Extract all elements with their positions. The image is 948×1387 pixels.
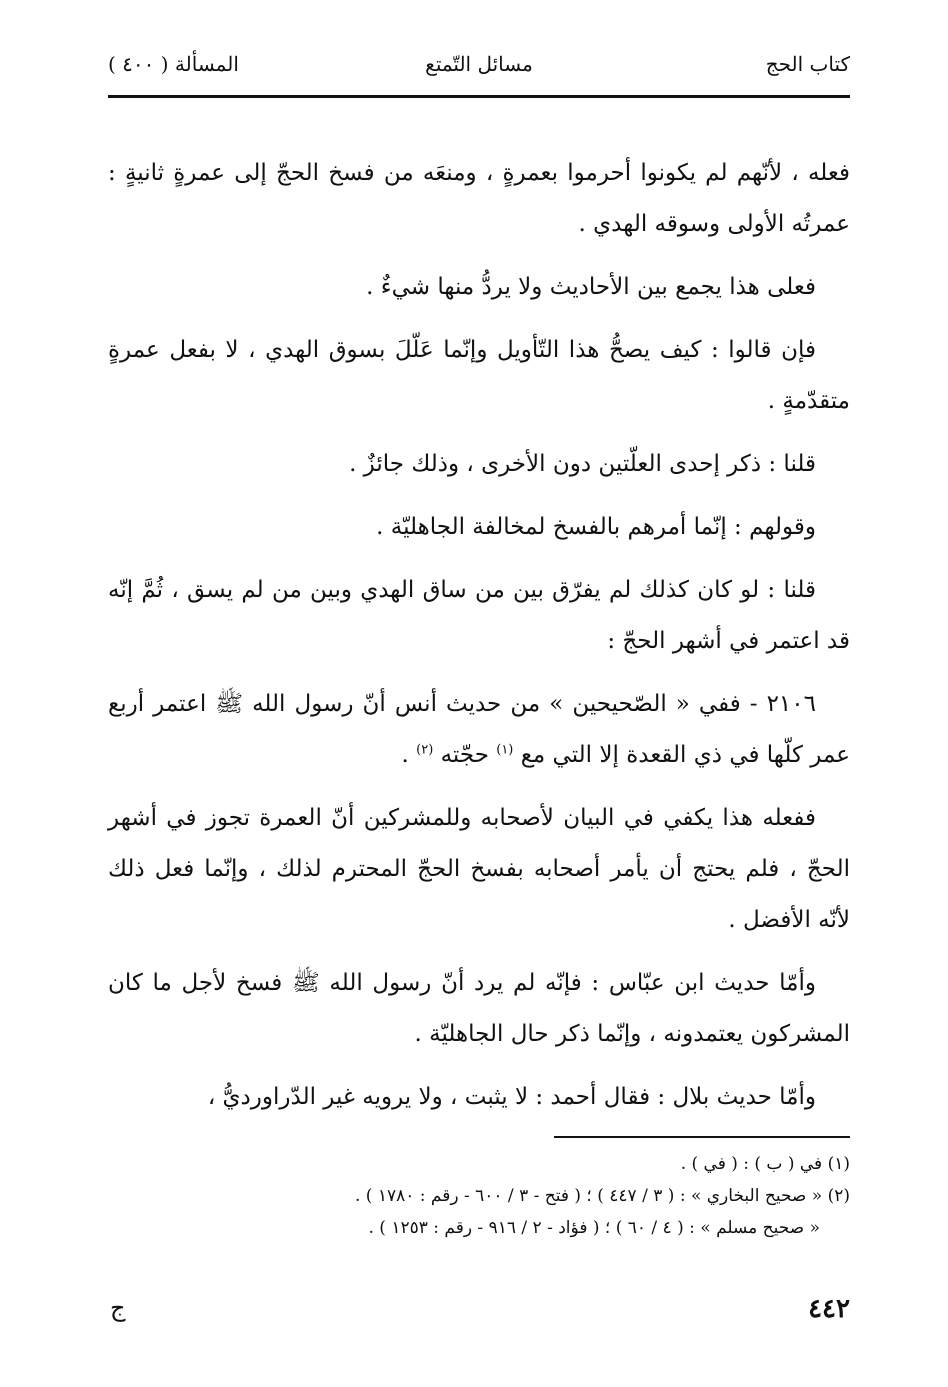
paragraph: قلنا : لو كان كذلك لم يفرّق بين من ساق الهدي وبين من لم يسق ، ثُمَّ إنّه قد اعتمر في أشهر الحجّ : <box>108 577 850 654</box>
page-number: ٤٤٢ <box>808 1294 850 1324</box>
main-text <box>108 148 850 1135</box>
paragraph: فعله ، لأنّهم لم يكونوا أحرموا بعمرةٍ ، ومنعَه من فسخ الحجّ إلى عمرةٍ ثانيةٍ : عمرتُه الأولى وسوقه الهدي . <box>108 160 850 237</box>
paragraph: ففعله هذا يكفي في البيان لأصحابه وللمشركين أنّ العمرة تجوز في أشهر الحجّ ، فلم يحتج أن يأمر أصحابه بفسخ الحجّ المحترم لذلك ، وإنّما فعل ذلك لأنّه الأفضل . <box>108 805 850 933</box>
hadith-text-cont: حجّته <box>440 742 489 768</box>
header-book-title: كتاب الحج <box>765 52 850 76</box>
hadith-paragraph <box>108 679 850 781</box>
hadith-text: ٢١٠٦ - ففي « الصّحيحين » من حديث أنس أنّ رسول الله ﷺ اعتمر أربع عمر كلّها في ذي القعدة إلا التي مع <box>108 691 850 768</box>
running-header <box>108 52 850 86</box>
printer-signature: ج <box>110 1294 126 1322</box>
footnotes <box>108 1148 850 1244</box>
footnote-2: (٢) « صحيح البخاري » : ( ٣ / ٤٤٧ ) ؛ ( فتح - ٣ / ٦٠٠ - رقم : ١٧٨٠ ) . <box>354 1186 850 1206</box>
hadith-text-end: . <box>401 742 409 768</box>
paragraph: وأمّا حديث بلال : فقال أحمد : لا يثبت ، ولا يرويه غير الدّراورديُّ ، <box>207 1084 816 1110</box>
footnote-2-continuation: « صحيح مسلم » : ( ٤ / ٦٠ ) ؛ ( فؤاد - ٢ / ٩١٦ - رقم : ١٢٥٣ ) . <box>368 1218 820 1238</box>
footnote-1: (١) في ( ب ) : ( في ) . <box>680 1154 850 1174</box>
footnote-divider <box>554 1136 850 1138</box>
header-divider <box>108 95 850 98</box>
paragraph: فإن قالوا : كيف يصحُّ هذا التّأويل وإنّما عَلّلَ بسوق الهدي ، لا بفعل عمرةٍ متقدّمةٍ . <box>108 337 850 414</box>
footnote-ref-2[interactable]: (٢) <box>416 742 434 758</box>
paragraph: فعلى هذا يجمع بين الأحاديث ولا يردُّ منها شيءٌ . <box>366 274 816 300</box>
footnote-ref-1[interactable]: (١) <box>496 742 514 758</box>
paragraph: وقولهم : إنّما أمرهم بالفسخ لمخالفة الجاهليّة . <box>376 514 816 540</box>
paragraph: قلنا : ذكر إحدى العلّتين دون الأخرى ، وذلك جائزٌ . <box>349 451 816 477</box>
header-chapter-title: مسائل التّمتع <box>425 52 533 76</box>
header-issue-number: المسألة ( ٤٠٠ ) <box>108 52 239 76</box>
paragraph: وأمّا حديث ابن عبّاس : فإنّه لم يرد أنّ رسول الله ﷺ فسخ لأجل ما كان المشركون يعتمدونه ، وإنّما ذكر حال الجاهليّة . <box>108 970 850 1047</box>
